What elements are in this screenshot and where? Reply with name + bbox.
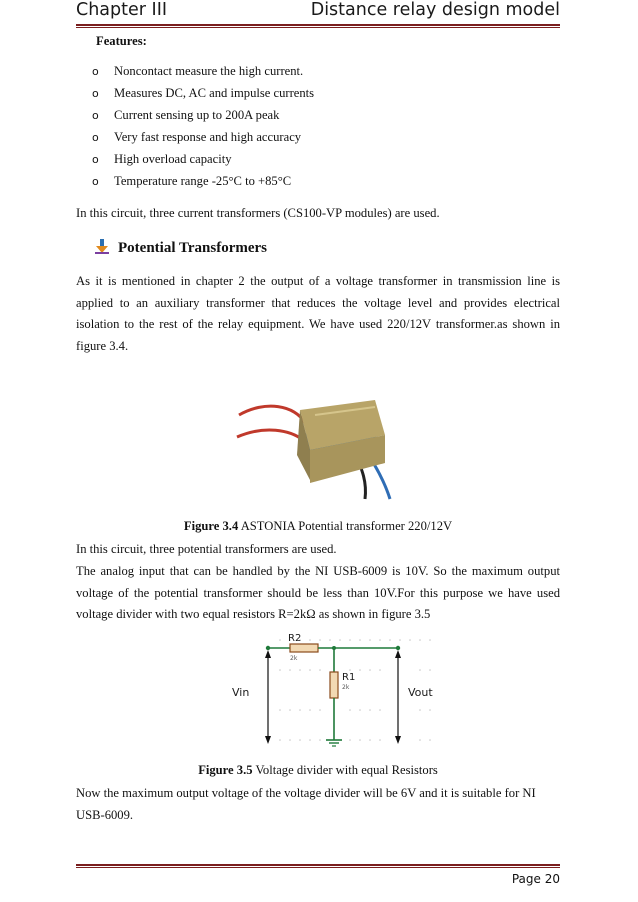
r2-label: R2 bbox=[288, 633, 302, 644]
paragraph-three-pt: In this circuit, three potential transformers are used. bbox=[76, 542, 337, 556]
paragraph-final: Now the maximum output voltage of the voltage divider will be 6V and it is suitable for NI USB-6009. bbox=[76, 786, 536, 822]
features-title: Features: bbox=[96, 34, 147, 48]
paragraph-pt-intro: As it is mentioned in chapter 2 the output of a voltage transformer in transmission line is applied to an auxiliary transformer that reduces the voltage level and provides electrical isolation to the rest of the relay equipment. We have used 220/12V transformer.as shown in figure 3.4. bbox=[76, 274, 560, 353]
paragraph-current-transformers: In this circuit, three current transformers (CS100-VP modules) are used. bbox=[76, 206, 440, 220]
bullet: o bbox=[92, 109, 99, 122]
r1-label: R1 bbox=[342, 672, 356, 683]
bullet: o bbox=[92, 175, 99, 188]
list-item: o Current sensing up to 200A peak bbox=[92, 104, 314, 126]
vin-label: Vin bbox=[232, 686, 250, 699]
header-rule bbox=[76, 24, 560, 26]
header-rule-thin bbox=[76, 27, 560, 28]
footer-rule-thin bbox=[76, 867, 560, 868]
chapter-title: Distance relay design model bbox=[310, 0, 560, 20]
section-title: Potential Transformers bbox=[118, 240, 267, 256]
list-item: o Very fast response and high accuracy bbox=[92, 126, 314, 148]
features-list bbox=[92, 60, 314, 192]
arrow-down-icon bbox=[94, 238, 110, 254]
bullet: o bbox=[92, 65, 99, 78]
chapter-label: Chapter III bbox=[76, 0, 168, 20]
vout-label: Vout bbox=[408, 686, 433, 699]
list-item: o Noncontact measure the high current. bbox=[92, 60, 314, 82]
list-item: o Measures DC, AC and impulse currents bbox=[92, 82, 314, 104]
bullet: o bbox=[92, 153, 99, 166]
section-heading bbox=[94, 236, 267, 262]
page-number: Page 20 bbox=[511, 872, 560, 886]
voltage-divider-diagram bbox=[230, 630, 440, 755]
r2-value: 2k bbox=[290, 655, 298, 662]
r1-value: 2k bbox=[342, 684, 350, 691]
list-item: o Temperature range -25°C to +85°C bbox=[92, 170, 314, 192]
list-item: o High overload capacity bbox=[92, 148, 314, 170]
transformer-photo bbox=[235, 395, 425, 500]
figure-3-4-caption: Figure 3.4 ASTONIA Potential transformer 220/12V bbox=[183, 519, 453, 533]
footer-rule bbox=[76, 864, 560, 866]
figure-3-5-caption: Figure 3.5 Voltage divider with equal Resistors bbox=[198, 763, 438, 777]
page-header bbox=[76, 0, 560, 24]
bullet: o bbox=[92, 131, 99, 144]
bullet: o bbox=[92, 87, 99, 100]
paragraph-analog-input: The analog input that can be handled by the NI USB-6009 is 10V. So the maximum output voltage of the potential transformer should be less than 10V.For this purpose we have used voltage divider with two equal resistors R=2kΩ as shown in figure 3.5 bbox=[76, 564, 560, 622]
